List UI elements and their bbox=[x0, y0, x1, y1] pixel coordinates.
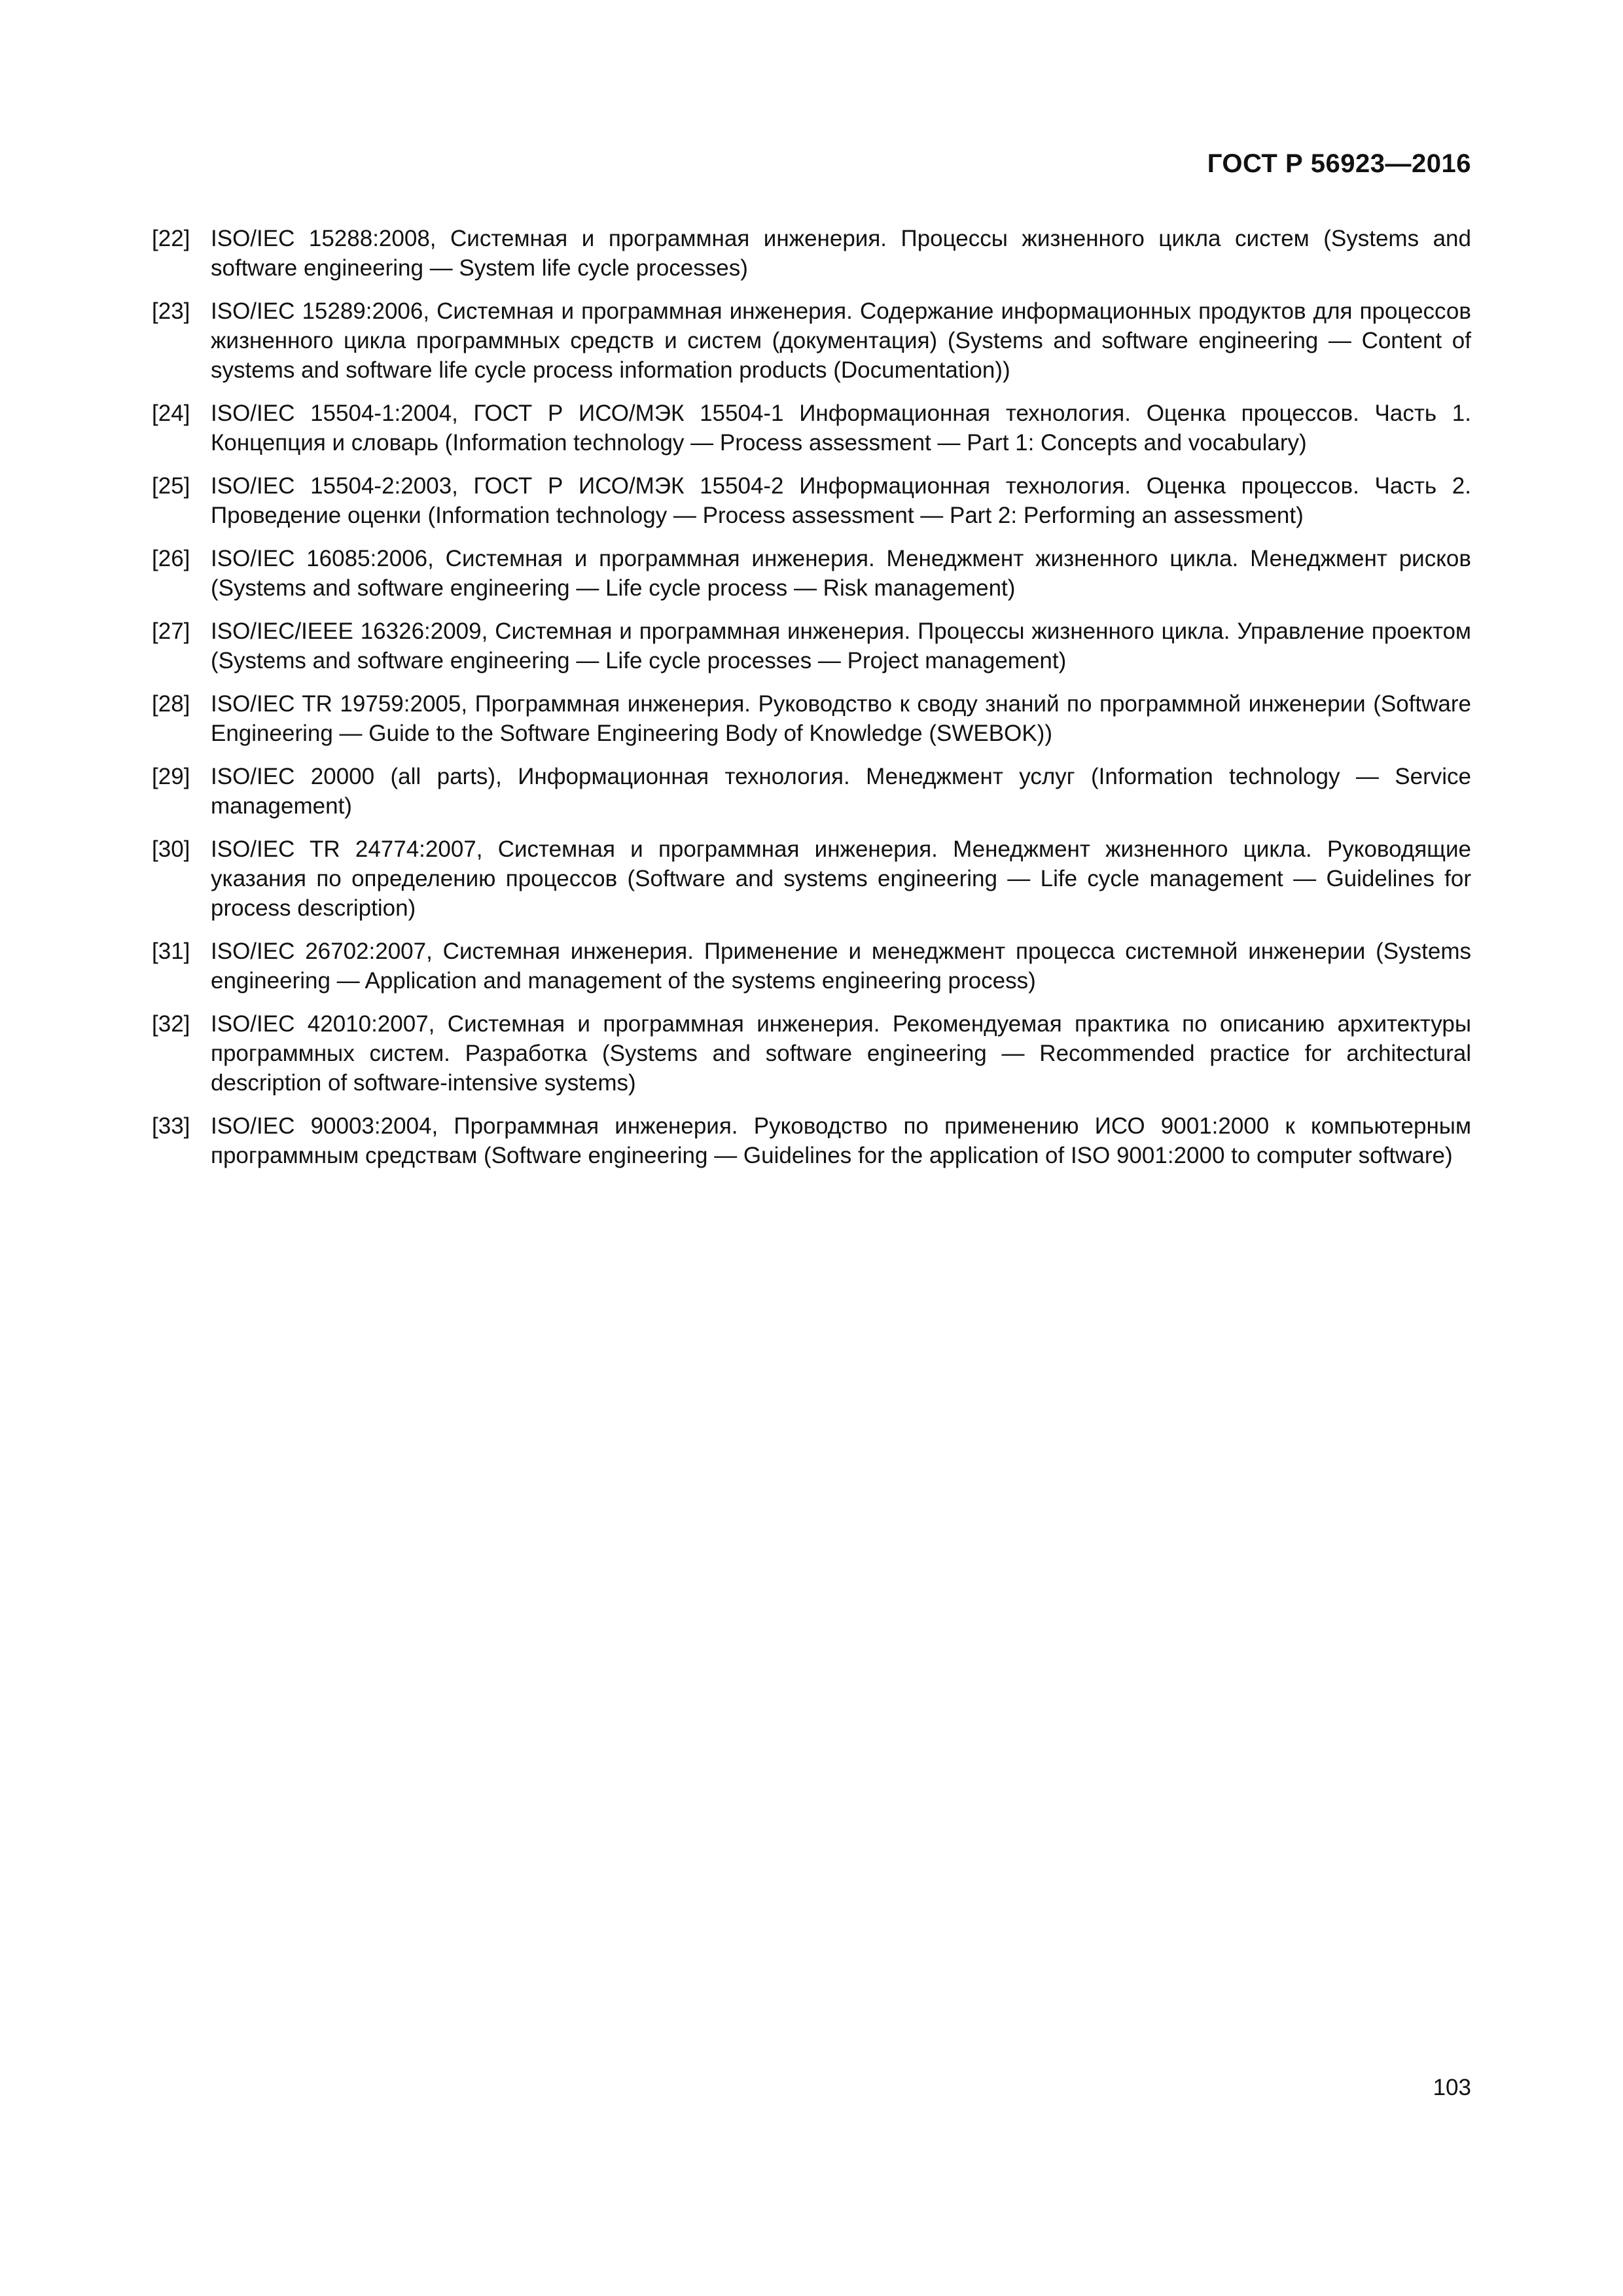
reference-text: ISO/IEC 42010:2007, Системная и программная инженерия. Рекомендуемая практика по описанию архитектуры программных систем. Разработка (Systems and software engineering — Recommended practice for architectural description of software-intensive systems) bbox=[211, 1011, 1471, 1096]
reference-number: [29] bbox=[152, 764, 190, 789]
bibliography-entry bbox=[152, 399, 1471, 457]
reference-number: [26] bbox=[152, 546, 190, 571]
reference-number: [25] bbox=[152, 473, 190, 499]
bibliography-entry bbox=[152, 1111, 1471, 1170]
reference-text: ISO/IEC 15289:2006, Системная и программная инженерия. Содержание информационных продуктов для процессов жизненного цикла программных средств и систем (документация) (Systems and software engineering — Content of systems and software life cycle process information products (Documentation)) bbox=[211, 298, 1471, 383]
reference-text: ISO/IEC 26702:2007, Системная инженерия. Применение и менеджмент процесса системной инженерии (Systems engineering — Application and management of the systems engineering process) bbox=[211, 939, 1471, 994]
reference-number: [30] bbox=[152, 836, 190, 862]
bibliography-entry bbox=[152, 544, 1471, 603]
reference-text: ISO/IEC TR 19759:2005, Программная инженерия. Руководство к своду знаний по программной инженерии (Software Engineering — Guide to the Software Engineering Body of Knowledge (SWEBOK)) bbox=[211, 691, 1471, 746]
bibliography-entry bbox=[152, 296, 1471, 385]
bibliography-entry bbox=[152, 689, 1471, 748]
reference-number: [28] bbox=[152, 691, 190, 717]
reference-number: [23] bbox=[152, 298, 190, 324]
bibliography-entry bbox=[152, 617, 1471, 675]
reference-text: ISO/IEC 15288:2008, Системная и программная инженерия. Процессы жизненного цикла систем (Systems and software engineering — System life cycle processes) bbox=[211, 226, 1471, 281]
reference-number: [32] bbox=[152, 1011, 190, 1037]
bibliography-entry bbox=[152, 937, 1471, 996]
reference-text: ISO/IEC TR 24774:2007, Системная и программная инженерия. Менеджмент жизненного цикла. Руководящие указания по определению процессов (Software and systems engineering — Life cycle management — Guidelines for process description) bbox=[211, 836, 1471, 921]
bibliography-entry bbox=[152, 1009, 1471, 1098]
reference-number: [24] bbox=[152, 401, 190, 426]
page-number: 103 bbox=[1433, 2075, 1471, 2100]
reference-text: ISO/IEC 20000 (all parts), Информационная технология. Менеджмент услуг (Information technology — Service management) bbox=[211, 764, 1471, 819]
reference-number: [31] bbox=[152, 939, 190, 964]
document-code: ГОСТ Р 56923—2016 bbox=[1207, 149, 1471, 178]
reference-text: ISO/IEC 15504-2:2003, ГОСТ Р ИСО/МЭК 15504-2 Информационная технология. Оценка процессов. Часть 2. Проведение оценки (Information technology — Process assessment — Part 2: Performing an assessment) bbox=[211, 473, 1471, 528]
reference-text: ISO/IEC 15504-1:2004, ГОСТ Р ИСО/МЭК 15504-1 Информационная технология. Оценка процессов. Часть 1. Концепция и словарь (Information technology — Process assessment — Part 1: Concepts and vocabulary) bbox=[211, 401, 1471, 456]
bibliography-entry bbox=[152, 762, 1471, 821]
reference-number: [27] bbox=[152, 619, 190, 644]
reference-text: ISO/IEC 90003:2004, Программная инженерия. Руководство по применению ИСО 9001:2000 к компьютерным программным средствам (Software engineering — Guidelines for the application of ISO 9001:2000 to computer software) bbox=[211, 1113, 1471, 1168]
bibliography-entry bbox=[152, 471, 1471, 530]
reference-number: [22] bbox=[152, 226, 190, 251]
bibliography-entry bbox=[152, 834, 1471, 923]
reference-text: ISO/IEC 16085:2006, Системная и программная инженерия. Менеджмент жизненного цикла. Менеджмент рисков (Systems and software engineering — Life cycle process — Risk management) bbox=[211, 546, 1471, 601]
reference-text: ISO/IEC/IEEE 16326:2009, Системная и программная инженерия. Процессы жизненного цикла. Управление проектом (Systems and software engineering — Life cycle processes — Project management) bbox=[211, 619, 1471, 673]
bibliography-entry bbox=[152, 224, 1471, 283]
reference-number: [33] bbox=[152, 1113, 190, 1139]
bibliography-list bbox=[152, 224, 1471, 1184]
